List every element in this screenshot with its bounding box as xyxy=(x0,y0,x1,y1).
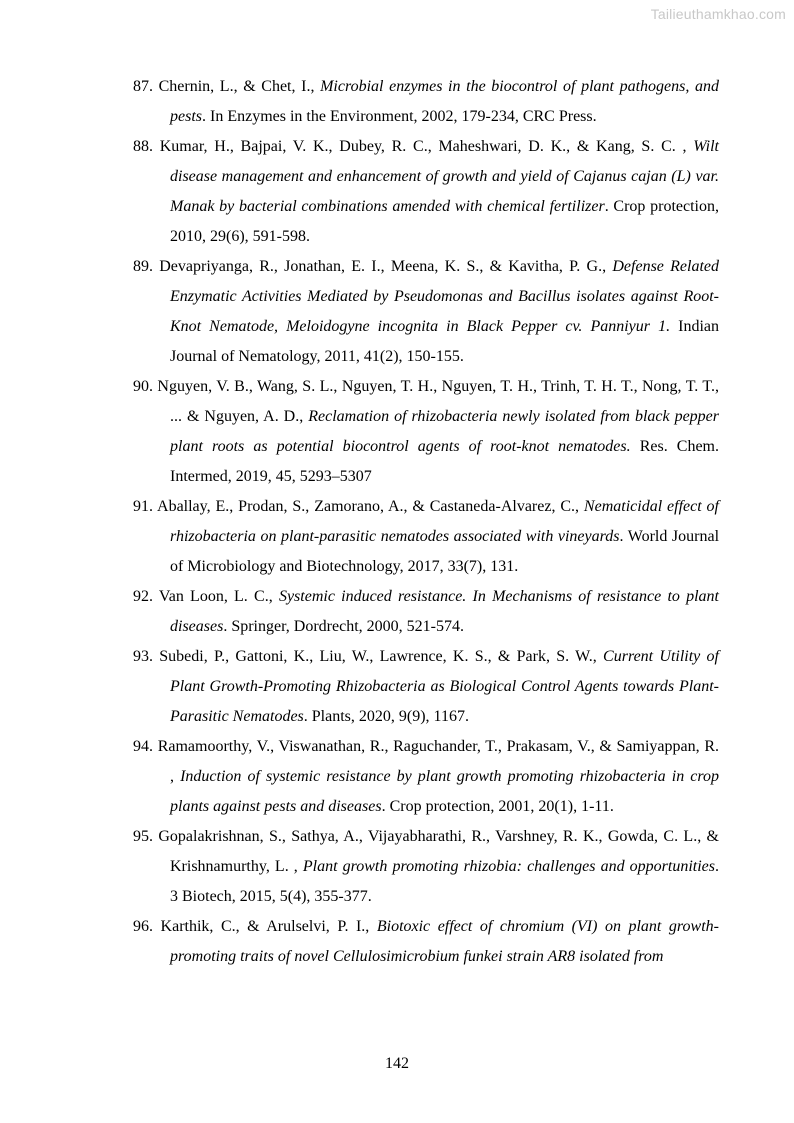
reference-item xyxy=(133,492,719,582)
reference-title: Systemic induced resistance. In Mechanisms of resistance to plant diseases xyxy=(170,588,720,635)
reference-item xyxy=(133,642,719,732)
reference-authors: Kumar, H., Bajpai, V. K., Dubey, R. C., Maheshwari, D. K., & Kang, S. C. , xyxy=(153,138,694,155)
reference-number: 87. xyxy=(133,78,153,95)
reference-number: 93. xyxy=(133,648,153,665)
reference-number: 94. xyxy=(133,738,153,755)
reference-number: 91. xyxy=(133,498,153,515)
reference-title: Nematicidal effect of rhizobacteria on plant-parasitic nematodes associated with vineyards xyxy=(170,498,720,545)
reference-title: Microbial enzymes in the biocontrol of plant pathogens, and pests xyxy=(170,78,720,125)
reference-item xyxy=(133,912,719,972)
reference-source: Indian Journal of Nematology, 2011, 41(2), 150-155. xyxy=(170,318,720,365)
reference-title: Plant growth promoting rhizobia: challenges and opportunities xyxy=(302,858,715,875)
reference-title: Defense Related Enzymatic Activities Mediated by Pseudomonas and Bacillus isolates against Root-Knot Nematode, Meloidogyne incognita in Black Pepper cv. Panniyur 1. xyxy=(170,258,720,335)
reference-item xyxy=(133,822,719,912)
reference-number: 95. xyxy=(133,828,153,845)
reference-title: Current Utility of Plant Growth-Promoting Rhizobacteria as Biological Control Agents towards Plant-Parasitic Nematodes xyxy=(170,648,719,725)
reference-source: . World Journal of Microbiology and Biotechnology, 2017, 33(7), 131. xyxy=(170,528,720,575)
reference-title: Reclamation of rhizobacteria newly isolated from black pepper plant roots as potential biocontrol agents of root-knot nematodes. xyxy=(170,408,720,455)
reference-item xyxy=(133,252,719,372)
reference-authors: Ramamoorthy, V., Viswanathan, R., Raguchander, T., Prakasam, V., & Samiyappan, R. , xyxy=(153,738,719,785)
reference-number: 88. xyxy=(133,138,153,155)
reference-number: 89. xyxy=(133,258,153,275)
reference-source: . In Enzymes in the Environment, 2002, 179-234, CRC Press. xyxy=(202,108,597,125)
reference-number: 96. xyxy=(133,918,153,935)
reference-source: . Springer, Dordrecht, 2000, 521-574. xyxy=(223,618,464,635)
reference-title: Induction of systemic resistance by plant growth promoting rhizobacteria in crop plants against pests and diseases xyxy=(170,768,719,815)
reference-item xyxy=(133,372,719,492)
reference-title: Biotoxic effect of chromium (VI) on plant growth-promoting traits of novel Cellulosimicrobium funkei strain AR8 isolated from xyxy=(170,918,719,965)
reference-authors: Devapriyanga, R., Jonathan, E. I., Meena, K. S., & Kavitha, P. G., xyxy=(153,258,613,275)
page-number: 142 xyxy=(385,1055,409,1072)
reference-source: . Crop protection, 2010, 29(6), 591-598. xyxy=(170,198,719,245)
reference-number: 90. xyxy=(133,378,153,395)
reference-authors: Subedi, P., Gattoni, K., Liu, W., Lawrence, K. S., & Park, S. W., xyxy=(153,648,604,665)
reference-item xyxy=(133,132,719,252)
reference-item xyxy=(133,732,719,822)
reference-title: Wilt disease management and enhancement of growth and yield of Cajanus cajan (L) var. Manak by bacterial combinations amended with chemical fertilizer xyxy=(170,138,719,215)
reference-authors: Karthik, C., & Arulselvi, P. I., xyxy=(153,918,377,935)
reference-list xyxy=(133,72,719,972)
watermark: Tailieuthamkhao.com xyxy=(650,6,786,22)
reference-authors: Van Loon, L. C., xyxy=(153,588,279,605)
reference-authors: Nguyen, V. B., Wang, S. L., Nguyen, T. H., Nguyen, T. H., Trinh, T. H. T., Nong, T. T., ... & Nguyen, A. D., xyxy=(153,378,719,425)
reference-authors: Chernin, L., & Chet, I., xyxy=(153,78,321,95)
reference-item xyxy=(133,72,719,132)
reference-number: 92. xyxy=(133,588,153,605)
reference-source: . Plants, 2020, 9(9), 1167. xyxy=(303,708,469,725)
reference-authors: Aballay, E., Prodan, S., Zamorano, A., & Castaneda-Alvarez, C., xyxy=(153,498,584,515)
reference-item xyxy=(133,582,719,642)
reference-source: . Crop protection, 2001, 20(1), 1-11. xyxy=(381,798,614,815)
reference-authors: Gopalakrishnan, S., Sathya, A., Vijayabharathi, R., Varshney, R. K., Gowda, C. L., & Krishnamurthy, L. , xyxy=(153,828,719,875)
reference-source: . 3 Biotech, 2015, 5(4), 355-377. xyxy=(170,858,719,905)
reference-source: Res. Chem. Intermed, 2019, 45, 5293–5307 xyxy=(170,438,720,485)
